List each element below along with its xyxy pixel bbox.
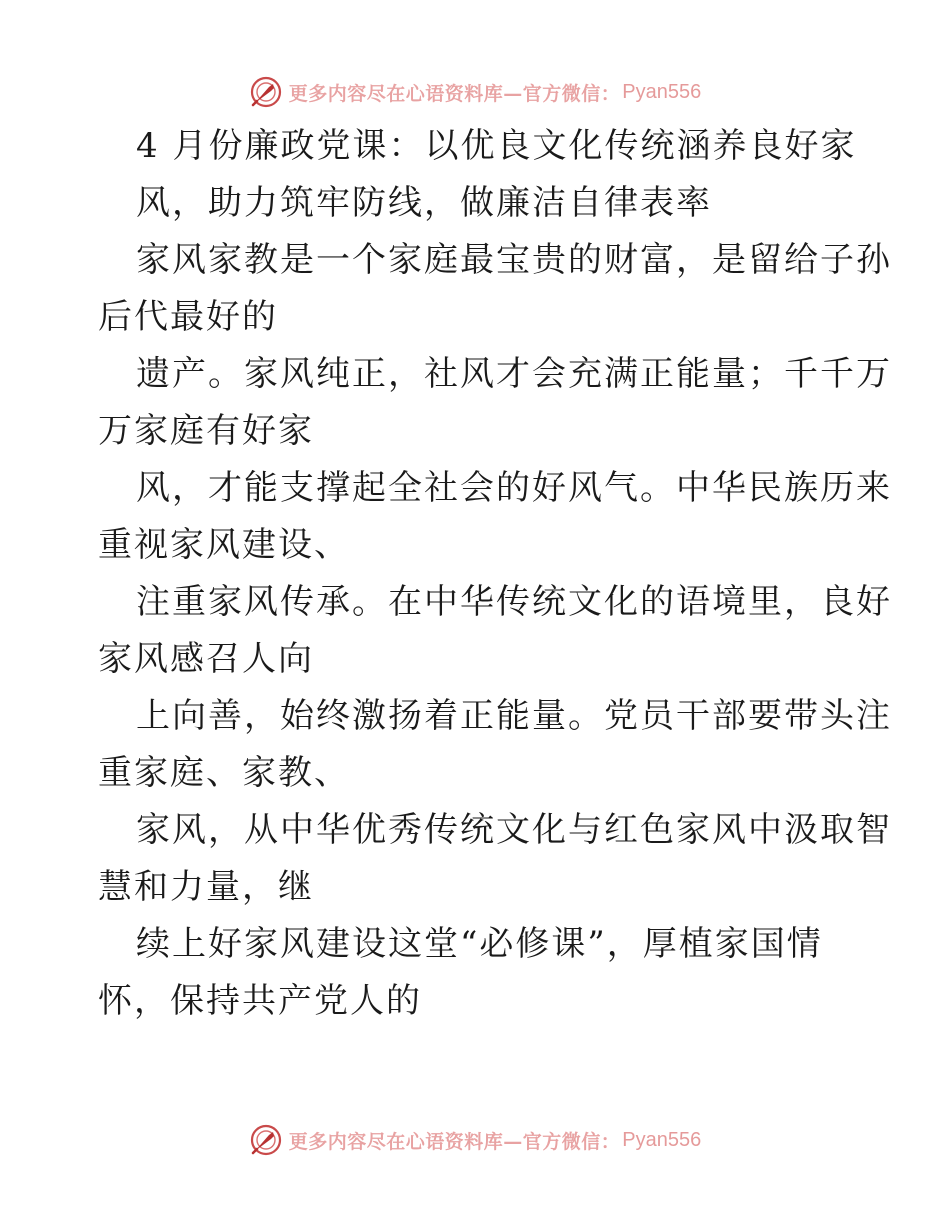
watermark-wechat-id: Pyan556 — [622, 1128, 702, 1151]
brush-logo-icon — [249, 75, 283, 109]
paragraph-line: 万家庭有好家 — [98, 411, 314, 451]
paragraph-line: 注重家风传承。在中华传统文化的语境里，良好 — [136, 582, 892, 622]
document-body — [98, 118, 892, 1030]
paragraph-line: 怀，保持共产党人的 — [98, 981, 422, 1021]
footer-watermark — [0, 1120, 950, 1160]
watermark-text: 更多内容尽在心语资料库—官方微信： — [288, 1130, 621, 1153]
paragraph-line: 后代最好的 — [98, 297, 278, 337]
watermark-text: 更多内容尽在心语资料库—官方微信： — [288, 82, 621, 105]
watermark-wechat-id: Pyan556 — [622, 80, 702, 103]
title-line-1: 4 月份廉政党课：以优良文化传统涵养良好家 — [136, 126, 857, 166]
paragraph-line: 重家庭、家教、 — [98, 753, 350, 793]
paragraph-line: 家风，从中华优秀传统文化与红色家风中汲取智 — [136, 810, 892, 850]
title-line-2: 风，助力筑牢防线，做廉洁自律表率 — [136, 183, 712, 223]
header-watermark — [0, 72, 950, 112]
paragraph-line: 重视家风建设、 — [98, 525, 350, 565]
paragraph-line: 风，才能支撑起全社会的好风气。中华民族历来 — [136, 468, 892, 508]
paragraph-line: 家风家教是一个家庭最宝贵的财富，是留给子孙 — [136, 240, 892, 280]
paragraph-line: 家风感召人向 — [98, 639, 314, 679]
paragraph-line: 慧和力量，继 — [98, 867, 314, 907]
brush-logo-icon — [249, 1123, 283, 1157]
paragraph-line: 续上好家风建设这堂“必修课”，厚植家国情 — [136, 924, 823, 964]
paragraph-line: 遗产。家风纯正，社风才会充满正能量；千千万 — [136, 354, 892, 394]
paragraph-line: 上向善，始终激扬着正能量。党员干部要带头注 — [136, 696, 892, 736]
